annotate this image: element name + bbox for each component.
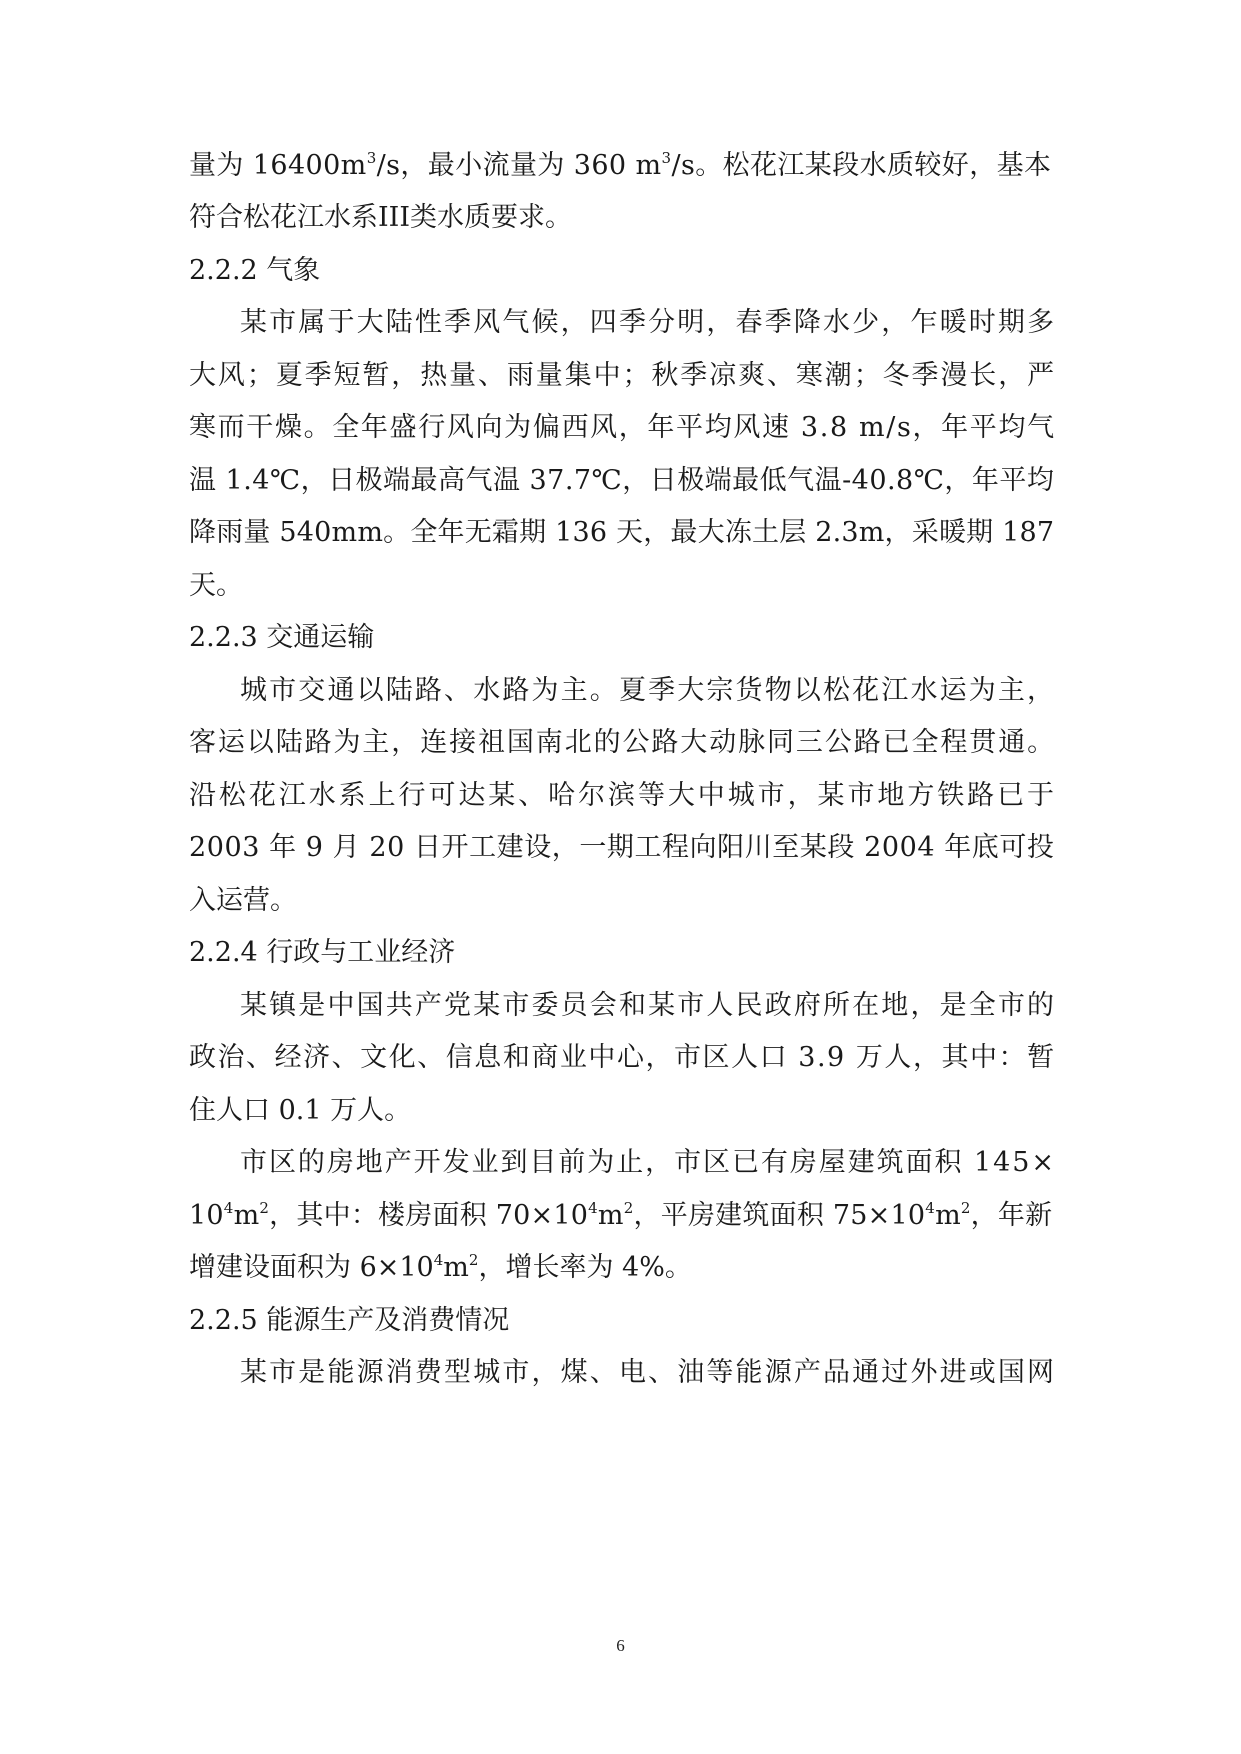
paragraph-line: 温 1.4℃，日极端最高气温 37.7℃，日极端最低气温-40.8℃，年平均: [189, 465, 1055, 496]
paragraph-line: 大风；夏季短暂，热量、雨量集中；秋季凉爽、寒潮；冬季漫长，严: [189, 360, 1056, 391]
paragraph-line: 某市是能源消费型城市，煤、电、油等能源产品通过外进或国网: [240, 1357, 1057, 1388]
paragraph-line: 市区的房地产开发业到目前为止，市区已有房屋建筑面积 145×: [240, 1147, 1056, 1178]
paragraph-line: 降雨量 540mm。全年无霜期 136 天，最大冻土层 2.3m，采暖期 187: [189, 517, 1055, 548]
section-heading: 2.2.2 气象: [189, 255, 321, 286]
paragraph-line: 寒而干燥。全年盛行风向为偏西风，年平均风速 3.8 m/s，年平均气: [189, 412, 1056, 443]
text-fragment: 量为 $16400m^3/s$，最小流量为 360 $m^3/s$。松花江某段水质较好，基本: [189, 149, 1052, 181]
paragraph-line: 城市交通以陆路、水路为主。夏季大宗货物以松花江水运为主，: [240, 675, 1057, 706]
page-number: 6: [616, 1636, 625, 1655]
paragraph-line: 政治、经济、文化、信息和商业中心，市区人口 3.9 万人，其中：暂: [189, 1042, 1056, 1073]
section-heading: 2.2.4 行政与工业经济: [189, 937, 456, 968]
paragraph-line: 入运营。: [189, 885, 297, 916]
paragraph-line: [189, 148, 1054, 184]
text-fragment: $10^4m^2$，其中：楼房面积 $70\times 10^4m^2$，平房建筑面积 $75\times 10^4m^2$，年新: [189, 1199, 1053, 1231]
paragraph-line: 增建设面积为 $6\times 10^4m^2$，增长率为 4%。: [189, 1251, 692, 1283]
paragraph-line: 2003 年 9 月 20 日开工建设，一期工程向阳川至某段 2004 年底可投: [189, 832, 1055, 863]
paragraph-line: 天。: [189, 570, 243, 601]
section-heading: 2.2.5 能源生产及消费情况: [189, 1305, 510, 1336]
paragraph-line: 沿松花江水系上行可达某、哈尔滨等大中城市，某市地方铁路已于: [189, 780, 1057, 811]
paragraph-line: 客运以陆路为主，连接祖国南北的公路大动脉同三公路已全程贯通。: [189, 727, 1056, 758]
paragraph-line: 符合松花江水系III类水质要求。: [189, 202, 572, 233]
paragraph-line: 某市属于大陆性季风气候，四季分明，春季降水少，乍暖时期多: [240, 307, 1057, 338]
section-heading: 2.2.3 交通运输: [189, 622, 375, 653]
paragraph-line: [189, 1198, 1054, 1234]
paragraph-line: 住人口 0.1 万人。: [189, 1095, 412, 1126]
paragraph-line: 某镇是中国共产党某市委员会和某市人民政府所在地，是全市的: [240, 990, 1057, 1021]
